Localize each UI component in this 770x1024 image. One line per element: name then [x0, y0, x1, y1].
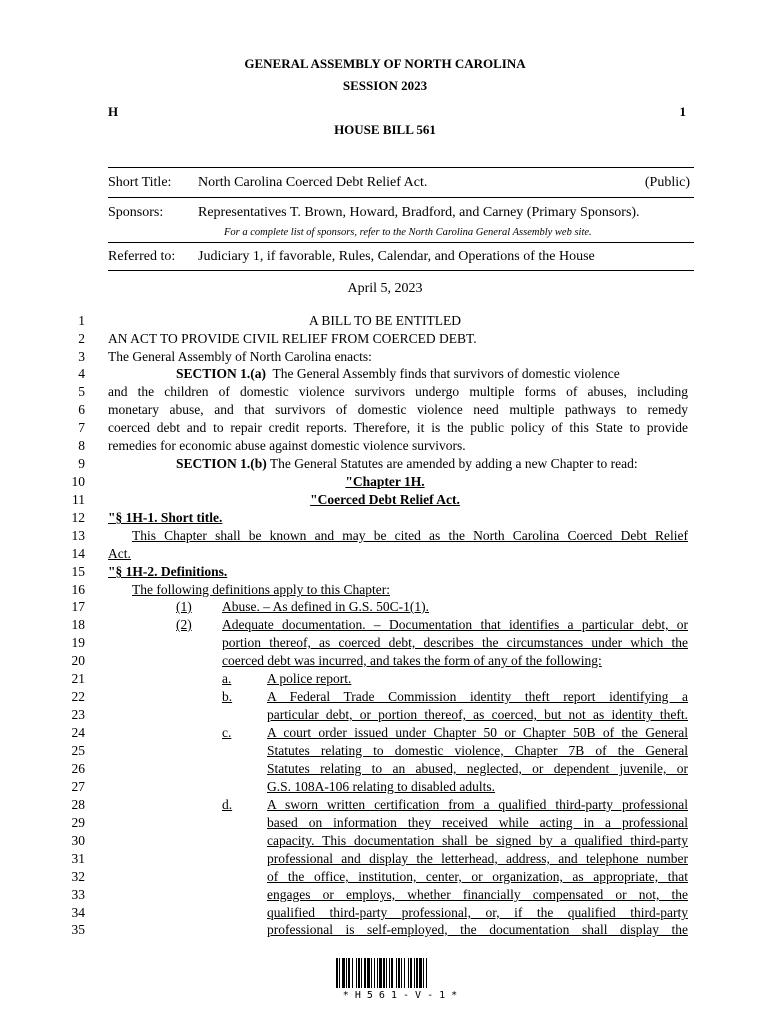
bill-intro: A BILL TO BE ENTITLED [309, 313, 461, 328]
short-title: North Carolina Coerced Debt Relief Act. [198, 175, 428, 190]
sponsors: Representatives T. Brown, Howard, Bradford, and Carney (Primary Sponsors). [198, 205, 640, 220]
line-number: 5 [78, 384, 85, 399]
sublist-line: Statutes relating to domestic violence, Chapter 7B of the General [267, 743, 688, 758]
barcode-bar [358, 958, 360, 988]
line-number: 17 [71, 599, 85, 614]
barcode-image [336, 958, 466, 988]
sublist-line: A court order issued under Chapter 50 or Chapter 50B of the General [267, 725, 688, 740]
sublist-line: professional and display the letterhead, address, and telephone number [267, 851, 688, 866]
line-number: 10 [71, 474, 85, 489]
line-number: 1 [78, 313, 85, 328]
line-number: 8 [78, 438, 85, 453]
sublist-letter: d. [222, 797, 233, 812]
body-line: Act. [108, 546, 131, 561]
statute-heading: "§ 1H-2. Definitions. [108, 564, 228, 579]
barcode-bar [352, 958, 353, 988]
body-line: monetary abuse, and that survivors of domestic violence need multiple pathways to remedy [108, 402, 688, 417]
line-number: 15 [71, 564, 85, 579]
line-number: 11 [72, 492, 85, 507]
barcode-bar [414, 958, 415, 988]
barcode-bar [426, 958, 427, 988]
body-line: and the children of domestic violence survivors undergo multiple forms of abuses, including [108, 384, 688, 399]
referred-label: Referred to: [108, 249, 176, 264]
line-number: 18 [71, 617, 85, 632]
section-label: SECTION 1.(a) [176, 366, 267, 381]
sublist-line: professional is self-employed, the documentation shall display the [267, 922, 688, 937]
referred-to: Judiciary 1, if favorable, Rules, Calendar, and Operations of the House [198, 249, 595, 264]
barcode-bar [379, 958, 382, 988]
definition-line: Abuse. – As defined in G.S. 50C-1(1). [222, 599, 429, 614]
body-line: coerced debt and to repair credit reports. Therefore, it is the public policy of this State to provide [108, 420, 688, 435]
line-number: 16 [71, 582, 85, 597]
barcode-bar [361, 958, 362, 988]
section-text: The General Assembly finds that survivors of domestic violence [272, 366, 620, 381]
line-number: 2 [78, 331, 85, 346]
sublist-line: engages or employs, whether financially compensated or not, the [267, 887, 688, 902]
line-number: 24 [71, 725, 85, 740]
barcode-bar [374, 958, 375, 988]
section-label: SECTION 1.(b) [176, 456, 267, 471]
barcode-bar [348, 958, 350, 988]
barcode-bar [371, 958, 372, 988]
chamber-letter: H [108, 104, 119, 119]
sublist-line: based on information they received while acting in a professional [267, 815, 688, 830]
barcode-bar [404, 958, 405, 988]
barcode-bar [419, 958, 422, 988]
line-number: 20 [71, 653, 85, 668]
short-title-label: Short Title: [108, 175, 172, 190]
act-title: AN ACT TO PROVIDE CIVIL RELIEF FROM COERCED DEBT. [108, 331, 477, 346]
line-number: 21 [71, 671, 85, 686]
line-number: 30 [71, 833, 85, 848]
sublist-line: A police report. [267, 671, 352, 686]
barcode-bar [408, 958, 409, 988]
definition-line: coerced debt was incurred, and takes the form of any of the following: [222, 653, 602, 668]
barcode-bar [389, 958, 390, 988]
divider [108, 197, 694, 198]
line-number: 29 [71, 815, 85, 830]
line-number: 28 [71, 797, 85, 812]
sublist-line: G.S. 108A-106 relating to disabled adults. [267, 779, 495, 794]
sublist-line: A sworn written certification from a qualified third-party professional [267, 797, 688, 812]
statute-heading: "§ 1H-1. Short title. [108, 510, 223, 525]
line-number: 22 [71, 689, 85, 704]
line-number: 9 [78, 456, 85, 471]
assembly-heading: GENERAL ASSEMBLY OF NORTH CAROLINA [244, 56, 526, 71]
line-number: 13 [71, 528, 85, 543]
barcode-bar [346, 958, 347, 988]
body-line: The following definitions apply to this Chapter: [132, 582, 390, 597]
barcode-bar [396, 958, 397, 988]
sublist-line: A Federal Trade Commission identity theft report identifying a [267, 689, 688, 704]
line-number: 27 [71, 779, 85, 794]
barcode-bar [401, 958, 402, 988]
divider [108, 270, 694, 271]
sublist-line: of the office, institution, center, or organization, as appropriate, that [267, 869, 688, 884]
divider [108, 167, 694, 168]
body-line: This Chapter shall be known and may be cited as the North Carolina Coerced Debt Relief [132, 528, 688, 543]
bill-date: April 5, 2023 [347, 281, 423, 296]
line-number: 4 [78, 366, 85, 381]
sublist-letter: b. [222, 689, 233, 704]
page-number: 1 [679, 104, 686, 119]
bill-number: HOUSE BILL 561 [334, 122, 436, 137]
barcode-bar [356, 958, 357, 988]
list-number: (1) [176, 599, 192, 614]
barcode-bar [339, 958, 340, 988]
barcode-bar [410, 958, 412, 988]
line-number: 35 [71, 922, 85, 937]
section-line-9 [176, 456, 638, 472]
line-number: 25 [71, 743, 85, 758]
body-line: remedies for economic abuse against domestic violence survivors. [108, 438, 466, 453]
line-number: 32 [71, 869, 85, 884]
sublist-letter: a. [222, 671, 232, 686]
sublist-line: capacity. This documentation shall be signed by a qualified third-party [267, 833, 688, 848]
line-number: 33 [71, 887, 85, 902]
barcode-text: * H 5 6 1 - V - 1 * [342, 990, 458, 1001]
barcode-bar [391, 958, 393, 988]
barcode-bar [383, 958, 385, 988]
list-number: (2) [176, 617, 192, 632]
barcode-bar [423, 958, 424, 988]
section-line-4 [176, 366, 620, 382]
barcode-bar [336, 958, 338, 988]
barcode-bar [342, 958, 345, 988]
definition-line: Adequate documentation. – Documentation that identifies a particular debt, or [222, 617, 688, 632]
barcode-bar [386, 958, 387, 988]
chapter-heading: "Chapter 1H. [345, 474, 425, 489]
barcode-bar [367, 958, 370, 988]
enacting-clause: The General Assembly of North Carolina enacts: [108, 349, 372, 364]
divider [108, 242, 694, 243]
sponsors-label: Sponsors: [108, 205, 164, 220]
line-number: 14 [71, 546, 85, 561]
line-number: 23 [71, 707, 85, 722]
barcode-bar [398, 958, 400, 988]
section-text: The General Statutes are amended by adding a new Chapter to read: [269, 456, 638, 471]
line-number: 12 [71, 510, 85, 525]
line-number: 34 [71, 905, 85, 920]
line-number: 6 [78, 402, 85, 417]
line-number: 19 [71, 635, 85, 650]
sublist-line: particular debt, or portion thereof, as coerced, but not as identity theft. [267, 707, 688, 722]
line-number: 3 [78, 349, 85, 364]
chapter-title: "Coerced Debt Relief Act. [310, 492, 460, 507]
sublist-line: Statutes relating to an abused, neglected, or dependent juvenile, or [267, 761, 688, 776]
bill-type: (Public) [644, 175, 690, 190]
line-number: 31 [71, 851, 85, 866]
sublist-line: qualified third-party professional, or, if the qualified third-party [267, 905, 688, 920]
barcode-bar [377, 958, 378, 988]
barcode-bar [364, 958, 366, 988]
line-number: 26 [71, 761, 85, 776]
sublist-letter: c. [222, 725, 232, 740]
line-number: 7 [78, 420, 85, 435]
session-heading: SESSION 2023 [342, 78, 428, 93]
barcode-bar [416, 958, 418, 988]
sponsors-note: For a complete list of sponsors, refer to the North Carolina General Assembly web site. [224, 227, 592, 238]
definition-line: portion thereof, as coerced debt, describes the circumstances under which the [222, 635, 688, 650]
